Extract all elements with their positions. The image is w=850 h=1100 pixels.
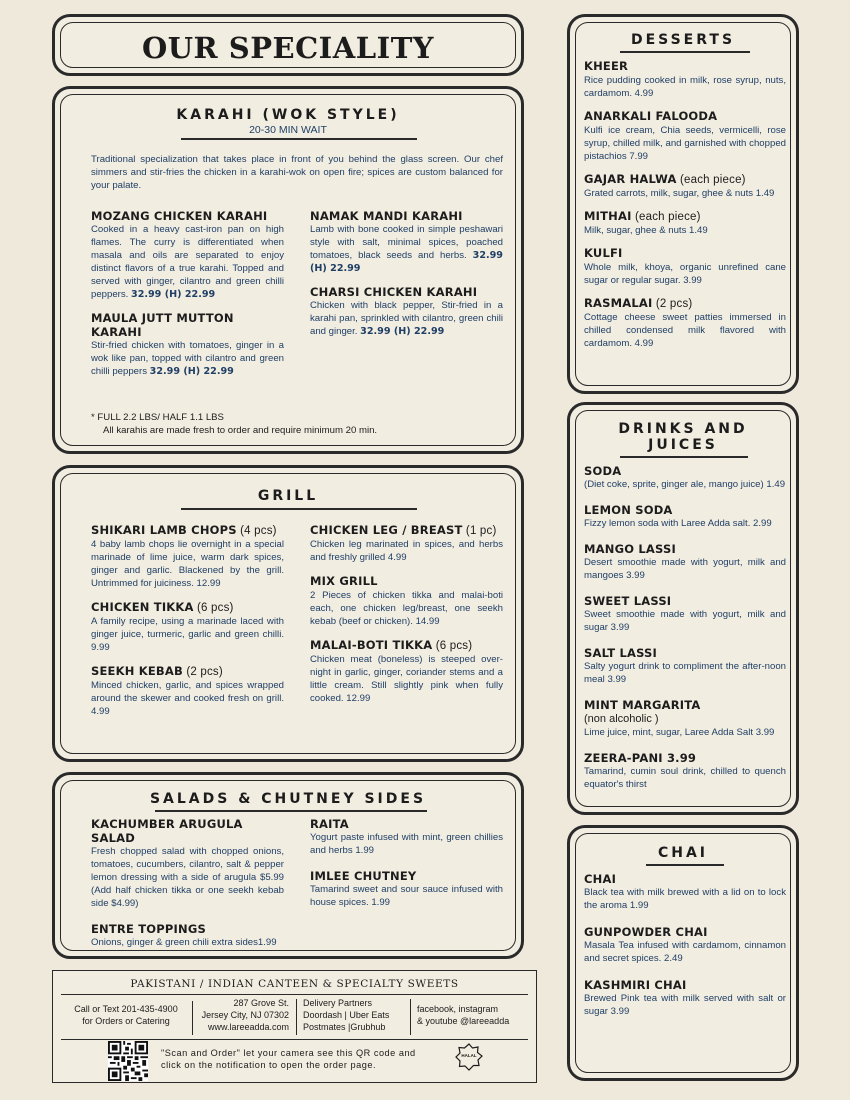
item-name: KACHUMBER ARUGULA SALAD [91, 817, 243, 845]
footer-divider [61, 1039, 528, 1040]
item-desc [310, 299, 503, 338]
drinks-heading [570, 421, 796, 453]
grill-right-column [310, 523, 503, 715]
item-price: 32.99 (H) 22.99 [131, 289, 216, 300]
delivery-title: Delivery Partners [303, 998, 373, 1008]
item-desc: Tamarind sweet and sour sauce infused with house spices. 1.99 [310, 884, 503, 908]
footer-tagline: PAKISTANI / INDIAN CANTEEN & SPECIALTY SWEETS [130, 978, 459, 990]
item-desc: Minced chicken, garlic, and spices wrapped around the skewer and cooked fresh on grill. 4.99 [91, 680, 284, 717]
menu-item [310, 638, 503, 705]
item-name-text: KULFI [584, 246, 623, 260]
menu-item [584, 464, 786, 491]
item-name: ZEERA-PANI 3.99 [584, 751, 697, 765]
footer-separator [296, 999, 297, 1035]
social-line: facebook, instagram [417, 1004, 499, 1014]
qr-code-icon[interactable] [108, 1041, 148, 1081]
title-banner [52, 14, 524, 76]
chai-section [567, 825, 799, 1081]
menu-item [91, 600, 284, 654]
grill-heading: GRILL [257, 488, 319, 504]
item-name: MANGO LASSI [584, 542, 676, 556]
footer-delivery [303, 997, 407, 1033]
item-name-text: GAJAR HALWA [584, 172, 677, 186]
drinks-heading-line-1: DRINKS AND [618, 421, 748, 437]
item-desc: Chicken leg marinated in spices, and herbs and freshly grilled 4.99 [310, 539, 503, 563]
menu-item [310, 574, 503, 628]
grill-left-column [91, 523, 284, 728]
grill-section [52, 465, 524, 762]
item-name: GUNPOWDER CHAI [584, 925, 708, 939]
phone-line: Call or Text 201-435-4900 [74, 1004, 178, 1014]
item-desc: Onions, ginger & green chili extra sides1.99 [91, 937, 277, 948]
menu-item [310, 523, 503, 564]
item-qty: (2 pcs) [182, 666, 223, 678]
item-desc-text: Lamb with bone cooked in simple peshawari style with salt, minimal spices, poached tomatoes, black seeds and herbs. [310, 224, 503, 261]
karahi-note-fresh: All karahis are made fresh to order and require minimum 20 min. [103, 425, 378, 436]
desserts-rule [620, 51, 750, 53]
item-name [310, 574, 503, 589]
item-name [584, 59, 786, 74]
item-qty: (2 pcs) [652, 298, 693, 310]
menu-item [310, 285, 503, 338]
item-desc: 4 baby lamb chops lie overnight in a special marinade of lime juice, warm dark spices, ginger and garlic. Blackened by the grill. Untrimmed for juiciness. 12.99 [91, 539, 284, 589]
menu-item [584, 109, 786, 163]
item-desc: Black tea with milk brewed with a lid on to lock the aroma 1.99 [584, 887, 786, 911]
desserts-list [584, 59, 786, 360]
item-desc: 2 Pieces of chicken tikka and malai-boti each, one chicken leg/breast, one seekh kebab (beef or chicken). 14.99 [310, 590, 503, 627]
menu-item [584, 246, 786, 287]
karahi-section [52, 86, 524, 454]
qr-instructions [161, 1047, 461, 1071]
grill-rule [181, 508, 417, 510]
item-name-text: KHEER [584, 59, 629, 73]
item-name: SWEET LASSI [584, 594, 672, 608]
item-name: CHARSI CHICKEN KARAHI [310, 285, 478, 299]
menu-item [91, 817, 284, 910]
item-name: IMLEE CHUTNEY [310, 869, 417, 883]
item-desc: Grated carrots, milk, sugar, ghee & nuts 1.49 [584, 188, 775, 199]
item-desc: Chicken meat (boneless) is steeped over-night in garlic, ginger, coriander stems and a little cream. Still slightly pink when fully cooked. 12.99 [310, 654, 503, 704]
item-name: NAMAK MANDI KARAHI [310, 209, 463, 223]
item-name-text: SEEKH KEBAB [91, 664, 183, 678]
website-link[interactable]: www.lareeadda.com [207, 1022, 289, 1032]
item-name-text: MALAI-BOTI TIKKA [310, 638, 433, 652]
item-price: 32.99 (H) 22.99 [149, 366, 234, 377]
item-name [584, 209, 786, 224]
drinks-list [584, 464, 786, 801]
item-name [91, 523, 284, 538]
menu-item [584, 872, 786, 912]
item-desc [91, 223, 284, 301]
item-desc: Kulfi ice cream, Chia seeds, vermicelli, rose syrup, chilled milk, and garnished with chopped pistachios 7.99 [584, 125, 786, 162]
social-handle: & youtube @lareeadda [417, 1016, 510, 1026]
halal-icon [455, 1043, 483, 1071]
item-name [584, 109, 786, 124]
chai-heading: CHAI [657, 845, 709, 861]
footer [52, 970, 537, 1083]
item-desc: Salty yogurt drink to compliment the after-noon meal 3.99 [584, 661, 786, 685]
menu-item [584, 542, 786, 582]
karahi-left-column [91, 209, 284, 388]
item-price: 32.99 (H) 22.99 [360, 326, 445, 337]
menu-item [310, 869, 503, 909]
item-name [310, 638, 503, 653]
salads-heading: SALADS & CHUTNEY SIDES [149, 791, 427, 807]
chai-list [584, 872, 786, 1028]
drinks-rule [620, 456, 748, 458]
item-name [91, 664, 284, 679]
item-desc: Milk, sugar, ghee & nuts 1.49 [584, 225, 708, 236]
item-name-text: RASMALAI [584, 296, 653, 310]
drinks-section [567, 402, 799, 815]
menu-item [584, 698, 786, 739]
karahi-right-column [310, 209, 503, 348]
item-desc: Sweet smoothie made with yogurt, milk and sugar 3.99 [584, 609, 786, 633]
menu-item [584, 646, 786, 686]
address-city: Jersey City, NJ 07302 [201, 1010, 289, 1020]
page-title: OUR SPECIALITY [142, 31, 434, 65]
item-name [584, 172, 786, 187]
item-desc-text: Stir-fried chicken with tomatoes, ginger in a wok like pan, topped with cilantro and green chilli peppers [91, 340, 284, 377]
menu-item [584, 925, 786, 965]
item-name-text: CHICKEN LEG / BREAST [310, 523, 463, 537]
footer-address [193, 997, 289, 1033]
item-name-text: SHIKARI LAMB CHOPS [91, 523, 237, 537]
item-price: 32.99 (H) 22.99 [310, 250, 503, 274]
item-desc: Tamarind, cumin soul drink, chilled to quench equator's thirst [584, 766, 786, 790]
item-desc: Yogurt paste infused with mint, green chillies and herbs 1.99 [310, 832, 503, 856]
menu-item [584, 751, 786, 791]
salads-right-column [310, 817, 503, 919]
item-desc: Masala Tea infused with cardamom, cinnamon and secret spices. 2.49 [584, 940, 786, 964]
item-name-text: MIX GRILL [310, 574, 378, 588]
item-name-text: MITHAI [584, 209, 632, 223]
menu-item [584, 978, 786, 1018]
item-name: SODA [584, 464, 622, 478]
item-name: CHAI [584, 872, 617, 886]
item-desc [91, 339, 284, 378]
karahi-rule [181, 138, 417, 140]
item-desc: A family recipe, using a marinade laced with ginger juice, turmeric, garlic and green chilli. 9.99 [91, 616, 284, 653]
menu-item [584, 209, 786, 237]
footer-phone [61, 1003, 191, 1027]
item-name: SALT LASSI [584, 646, 658, 660]
salads-left-column [91, 817, 284, 959]
item-desc: (Diet coke, sprite, ginger ale, mango juice) 1.49 [584, 479, 786, 490]
item-name [310, 523, 503, 538]
menu-item [91, 922, 284, 949]
qr-line-1: "Scan and Order" let your camera see this QR code and [161, 1048, 416, 1058]
karahi-wait: 20-30 MIN WAIT [249, 124, 327, 136]
item-qty: (each piece) [676, 174, 746, 186]
menu-item [91, 311, 284, 378]
item-sub: (non alcoholic ) [584, 713, 659, 725]
item-desc-text: Cooked in a heavy cast-iron pan on high flames. The curry is differentiated when masala and oils are separated to enjoy distinct flavors of a true karahi. Topped and served with ginger, cilantro and green chilli peppers. [91, 224, 284, 300]
item-name: RAITA [310, 817, 349, 831]
menu-item [584, 59, 786, 100]
qr-line-2: click on the notification to open the order page. [161, 1060, 377, 1070]
item-qty: (6 pcs) [432, 640, 473, 652]
item-name: MOZANG CHICKEN KARAHI [91, 209, 268, 223]
karahi-intro: Traditional specialization that takes place in front of you behind the glass screen. Our chef simmers and stir-fries the chicken in a karahi-wok on open fire; spices are custom balanced for your palate. [91, 154, 503, 191]
halal-label: HALAL [461, 1053, 477, 1058]
menu-item [584, 172, 786, 200]
chai-rule [646, 864, 724, 866]
item-desc: Lime juice, mint, sugar, Laree Adda Salt 3.99 [584, 727, 775, 738]
menu-item [310, 817, 503, 857]
item-name-text: CHICKEN TIKKA [91, 600, 194, 614]
karahi-note-weights: * FULL 2.2 LBS/ HALF 1.1 LBS [91, 412, 224, 423]
item-desc: Fresh chopped salad with chopped onions, tomatoes, cucumbers, cilantro, salt & pepper lemon dressing with a side of arugula $5.99 (Add half chicken tikka or one seekh kebab side $4.99) [91, 846, 284, 909]
item-desc-text: Chicken with black pepper, Stir-fried in a karahi pan, sprinkled with cilantro, green chili and ginger. [310, 300, 503, 337]
desserts-heading: DESSERTS [630, 32, 736, 48]
menu-item [584, 594, 786, 634]
desserts-section [567, 14, 799, 394]
salads-rule [155, 810, 427, 812]
item-name: MINT MARGARITA [584, 698, 701, 712]
item-desc: Whole milk, khoya, organic unrefined cane sugar or regular sugar. 3.99 [584, 262, 786, 286]
address-street: 287 Grove St. [233, 998, 289, 1008]
menu-item [91, 209, 284, 301]
item-qty: (each piece) [631, 211, 701, 223]
footer-separator [410, 999, 411, 1035]
menu-item [584, 296, 786, 350]
footer-divider [61, 994, 528, 995]
item-qty: (6 pcs) [193, 602, 234, 614]
karahi-heading: KARAHI (WOK STYLE) [176, 107, 400, 123]
item-desc: Rice pudding cooked in milk, rose syrup, nuts, cardamom. 4.99 [584, 75, 786, 99]
salads-section [52, 772, 524, 959]
item-desc: Fizzy lemon soda with Laree Adda salt. 2.99 [584, 518, 772, 529]
item-qty: (4 pcs) [236, 525, 277, 537]
item-name: MAULA JUTT MUTTON KARAHI [91, 311, 234, 339]
item-desc [310, 223, 503, 275]
item-qty: (1 pc) [462, 525, 497, 537]
item-name [584, 296, 786, 311]
item-name: KASHMIRI CHAI [584, 978, 687, 992]
drinks-heading-line-2: JUICES [648, 437, 718, 453]
item-name: ENTRE TOPPINGS [91, 922, 206, 936]
menu-item [310, 209, 503, 275]
item-desc: Cottage cheese sweet patties immersed in chilled condensed milk flavored with cardamom. 4.99 [584, 312, 786, 349]
delivery-partners-2: Postmates |Grubhub [303, 1022, 386, 1032]
item-name-text: ANARKALI FALOODA [584, 109, 718, 123]
menu-item [91, 664, 284, 718]
footer-social [417, 1003, 532, 1027]
phone-sub-line: for Orders or Catering [82, 1016, 170, 1026]
delivery-partners-1: Doordash | Uber Eats [303, 1010, 390, 1020]
item-name [584, 246, 786, 261]
item-name [91, 600, 284, 615]
item-desc: Brewed Pink tea with milk served with salt or sugar 3.99 [584, 993, 786, 1017]
menu-item [91, 523, 284, 590]
item-desc: Desert smoothie made with yogurt, milk and mangoes 3.99 [584, 557, 786, 581]
menu-item [584, 503, 786, 530]
item-name: LEMON SODA [584, 503, 673, 517]
